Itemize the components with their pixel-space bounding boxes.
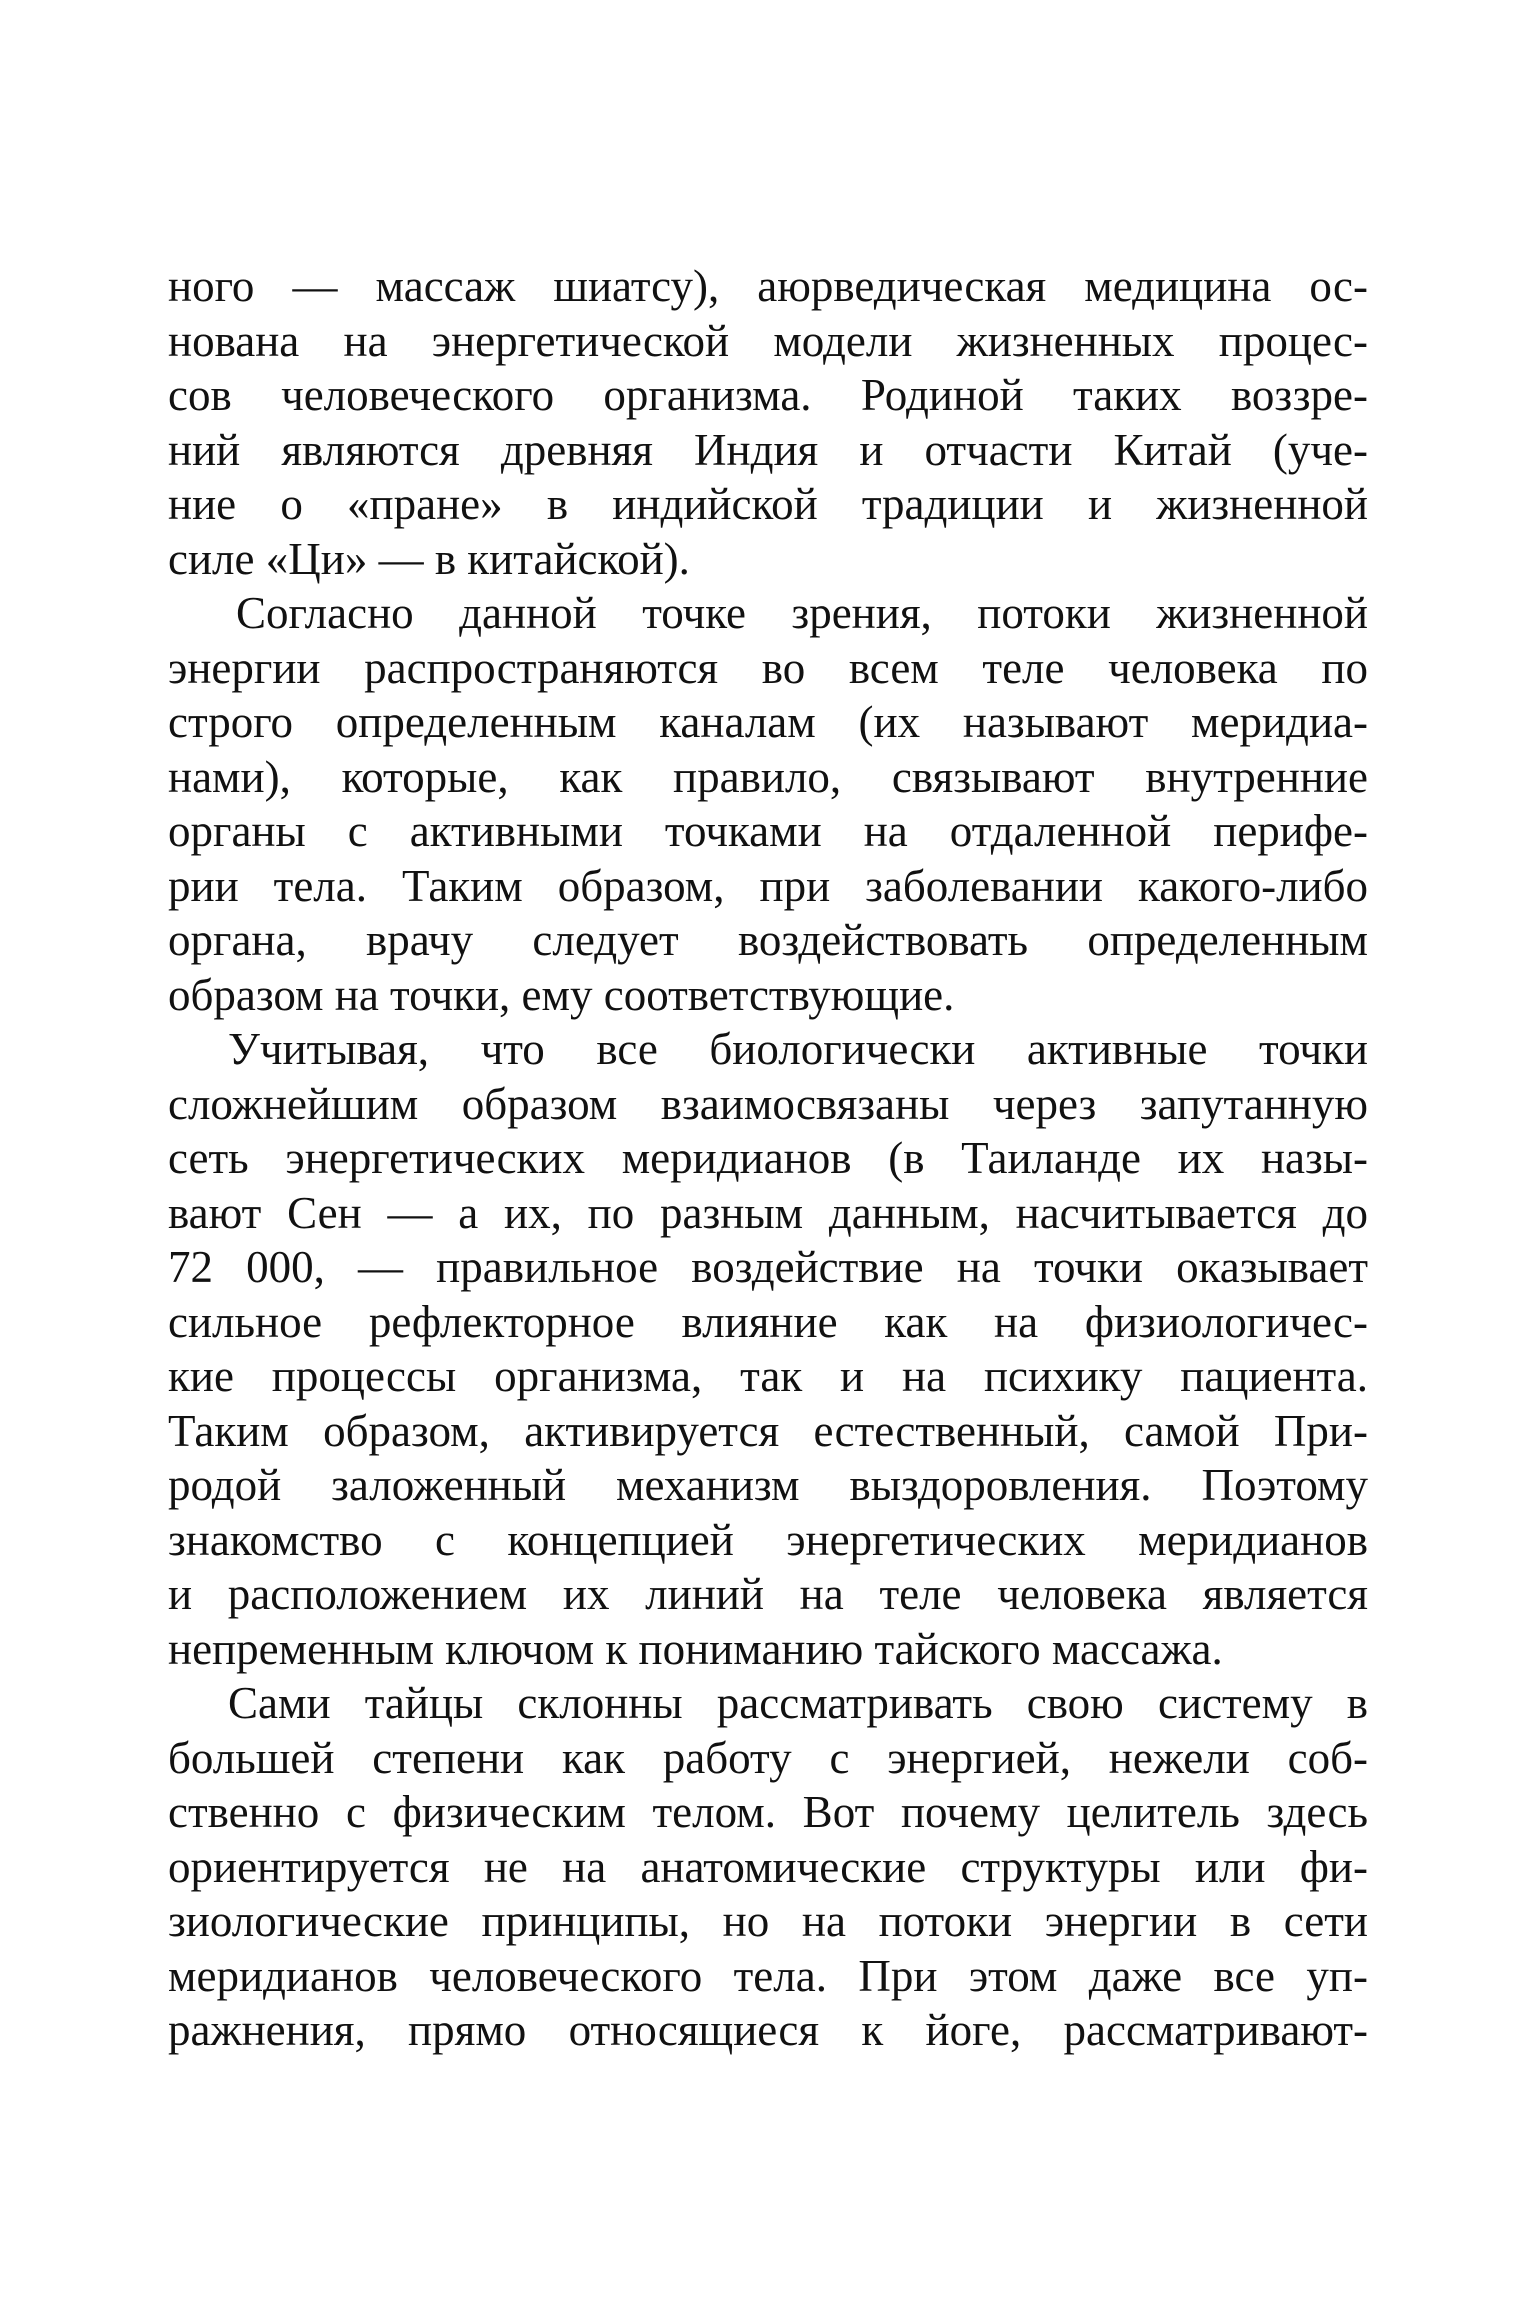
text-line: большей степени как работу с энергией, нежели соб- xyxy=(168,1732,1368,1783)
text-line: ний являются древняя Индия и отчасти Китай (уче- xyxy=(168,424,1368,475)
paragraph-2 xyxy=(168,586,1368,1022)
text-line: 72 000, — правильное воздействие на точки оказывает xyxy=(168,1242,1368,1292)
text-line: Согласно данной точке зрения, потоки жизненной xyxy=(236,588,1368,638)
text-line: знакомство с концепцией энергетических меридианов xyxy=(168,1514,1368,1565)
text-line: органа, врачу следует воздействовать определенным xyxy=(168,915,1368,965)
text-line: нована на энергетической модели жизненных процес- xyxy=(168,315,1368,366)
text-line: Учитывая, что все биологически активные точки xyxy=(228,1024,1368,1074)
text-line: Таким образом, активируется естественный, самой При- xyxy=(168,1405,1368,1456)
text-line: энергии распространяются во всем теле человека по xyxy=(168,642,1368,693)
body-text xyxy=(168,259,1368,2058)
text-line: вают Сен — а их, по разным данным, насчитывается до xyxy=(168,1187,1368,1238)
text-line: ражнения, прямо относящиеся к йоге, рассматривают- xyxy=(168,2005,1368,2055)
text-line: сложнейшим образом взаимосвязаны через запутанную xyxy=(168,1078,1368,1129)
text-line: зиологические принципы, но на потоки энергии в сети xyxy=(168,1896,1368,1946)
text-line: нами), которые, как правило, связывают внутренние xyxy=(168,751,1368,802)
text-line: меридианов человеческого тела. При этом даже все уп- xyxy=(168,1950,1368,2001)
text-line: силе «Ци» — в китайской). xyxy=(168,533,690,584)
text-line: образом на точки, ему соответствующие. xyxy=(168,969,955,1020)
text-line: ного — массаж шиатсу), аюрведическая медицина ос- xyxy=(168,261,1368,311)
text-line: ориентируется не на анатомические структуры или фи- xyxy=(168,1841,1368,1892)
text-line: рии тела. Таким образом, при заболевании какого-либо xyxy=(168,860,1368,911)
text-line: и расположением их линий на теле человека является xyxy=(168,1569,1368,1619)
text-line: ственно с физическим телом. Вот почему целитель здесь xyxy=(168,1787,1368,1837)
text-line: непременным ключом к пониманию тайского массажа. xyxy=(168,1623,1223,1674)
text-line: сов человеческого организма. Родиной таких воззре- xyxy=(168,370,1368,420)
text-line: кие процессы организма, так и на психику пациента. xyxy=(168,1351,1368,1401)
text-line: сеть энергетических меридианов (в Таиланде их назы- xyxy=(168,1133,1368,1183)
text-line: родой заложенный механизм выздоровления. Поэтому xyxy=(168,1460,1368,1510)
paragraph-1 xyxy=(168,259,1368,586)
paragraph-4 xyxy=(168,1676,1368,2058)
text-line: органы с активными точками на отдаленной перифе- xyxy=(168,806,1368,856)
text-line: ние о «пране» в индийской традиции и жизненной xyxy=(168,479,1368,529)
paragraph-3 xyxy=(168,1022,1368,1676)
text-line: сильное рефлекторное влияние как на физиологичес- xyxy=(168,1296,1368,1347)
text-line: строго определенным каналам (их называют меридиа- xyxy=(168,697,1368,747)
text-line: Сами тайцы склонны рассматривать свою систему в xyxy=(228,1678,1368,1728)
